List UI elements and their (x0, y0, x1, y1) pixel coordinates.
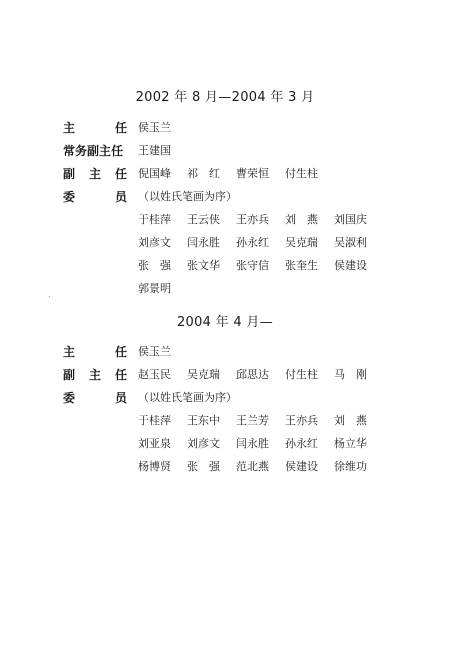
person-name: 闫永胜 (187, 236, 220, 249)
period-title-1: 2002 年 8 月—2004 年 3 月 (135, 90, 315, 105)
person-name: 徐维功 (334, 460, 367, 473)
person-name: 吴克瑞 (285, 236, 318, 249)
role-label-char: 务 (75, 144, 88, 158)
person-name: 张 强 (187, 460, 220, 473)
person-name: 张文华 (187, 259, 220, 272)
role-row-director-1 (63, 119, 393, 137)
person-name: 杨博贤 (138, 460, 171, 473)
person-name: 马 刚 (334, 368, 367, 381)
role-label-executive-deputy (63, 142, 127, 160)
role-label-char: 副 (87, 144, 100, 158)
role-row-deputy-2 (63, 366, 393, 384)
person-name: 曹荣恒 (236, 167, 269, 180)
role-label-char: 任 (114, 345, 127, 359)
role-label-char: 员 (114, 391, 127, 405)
person-name: 王东中 (187, 414, 220, 427)
person-name: 付生柱 (285, 167, 318, 180)
person-name: 郭景明 (138, 282, 171, 295)
person-name: 王亦兵 (285, 414, 318, 427)
role-label-char: 主 (88, 167, 101, 181)
member-row (138, 257, 383, 275)
role-label-char: 委 (63, 391, 76, 405)
person-name: 张奎生 (285, 259, 318, 272)
member-row (138, 412, 383, 430)
role-label-char: 主 (63, 121, 76, 135)
person-name: 侯玉兰 (138, 345, 171, 358)
member-row (138, 234, 383, 252)
person-name: 王建国 (138, 144, 171, 157)
role-label-char: 主 (88, 368, 101, 382)
person-name: 吴淑利 (334, 236, 367, 249)
person-name: 孙永红 (285, 437, 318, 450)
person-name: 刘国庆 (334, 213, 367, 226)
names-deputy (138, 165, 334, 183)
role-row-deputy-1 (63, 165, 393, 183)
member-row (138, 280, 187, 298)
role-label-deputy (63, 165, 127, 183)
person-name: 赵玉民 (138, 368, 171, 381)
person-name: 刘亚泉 (138, 437, 171, 450)
person-name: 刘彦文 (187, 437, 220, 450)
role-label-char: 员 (114, 190, 127, 204)
person-name: 王兰芳 (236, 414, 269, 427)
role-label-members (63, 389, 127, 407)
role-label-char: 任 (111, 144, 124, 158)
person-name: 祁 红 (187, 167, 220, 180)
role-label-director (63, 343, 127, 361)
role-row-executive-deputy-1 (63, 142, 393, 160)
person-name: 王云侠 (187, 213, 220, 226)
person-name: 孙永红 (236, 236, 269, 249)
names-executive-deputy (138, 142, 187, 160)
person-name: 刘 燕 (285, 213, 318, 226)
role-label-char: 副 (63, 368, 76, 382)
person-name: 侯建设 (334, 259, 367, 272)
person-name: 张 强 (138, 259, 171, 272)
names-director (138, 119, 187, 137)
person-name: 吴克瑞 (187, 368, 220, 381)
role-label-char: 委 (63, 190, 76, 204)
person-name: 倪国峰 (138, 167, 171, 180)
role-label-deputy (63, 366, 127, 384)
names-director (138, 343, 187, 361)
role-row-members-2 (63, 389, 393, 407)
member-row (138, 435, 383, 453)
period-title-2: 2004 年 4 月— (176, 315, 274, 330)
person-name: 付生柱 (285, 368, 318, 381)
role-label-char: 任 (114, 121, 127, 135)
person-name: 范北燕 (236, 460, 269, 473)
role-row-members-1 (63, 188, 393, 206)
person-name: 刘 燕 (334, 414, 367, 427)
person-name: 于桂萍 (138, 213, 171, 226)
member-row (138, 211, 383, 229)
role-label-director (63, 119, 127, 137)
person-name: 张守信 (236, 259, 269, 272)
person-name: 闫永胜 (236, 437, 269, 450)
person-name: 侯建设 (285, 460, 318, 473)
member-row (138, 458, 383, 476)
role-label-char: 常 (63, 144, 76, 158)
role-label-char: 副 (63, 167, 76, 181)
role-label-char: 任 (114, 368, 127, 382)
names-deputy (138, 366, 383, 384)
members-order-note: （以姓氏笔画为序） (138, 391, 237, 404)
person-name: 于桂萍 (138, 414, 171, 427)
person-name: 杨立华 (334, 437, 367, 450)
scan-speck (49, 296, 50, 297)
role-label-char: 任 (114, 167, 127, 181)
person-name: 王亦兵 (236, 213, 269, 226)
role-label-char: 主 (99, 144, 112, 158)
person-name: 刘彦文 (138, 236, 171, 249)
role-row-director-2 (63, 343, 393, 361)
role-label-char: 主 (63, 345, 76, 359)
members-order-note: （以姓氏笔画为序） (138, 190, 237, 203)
person-name: 侯玉兰 (138, 121, 171, 134)
person-name: 邱思达 (236, 368, 269, 381)
role-label-members (63, 188, 127, 206)
